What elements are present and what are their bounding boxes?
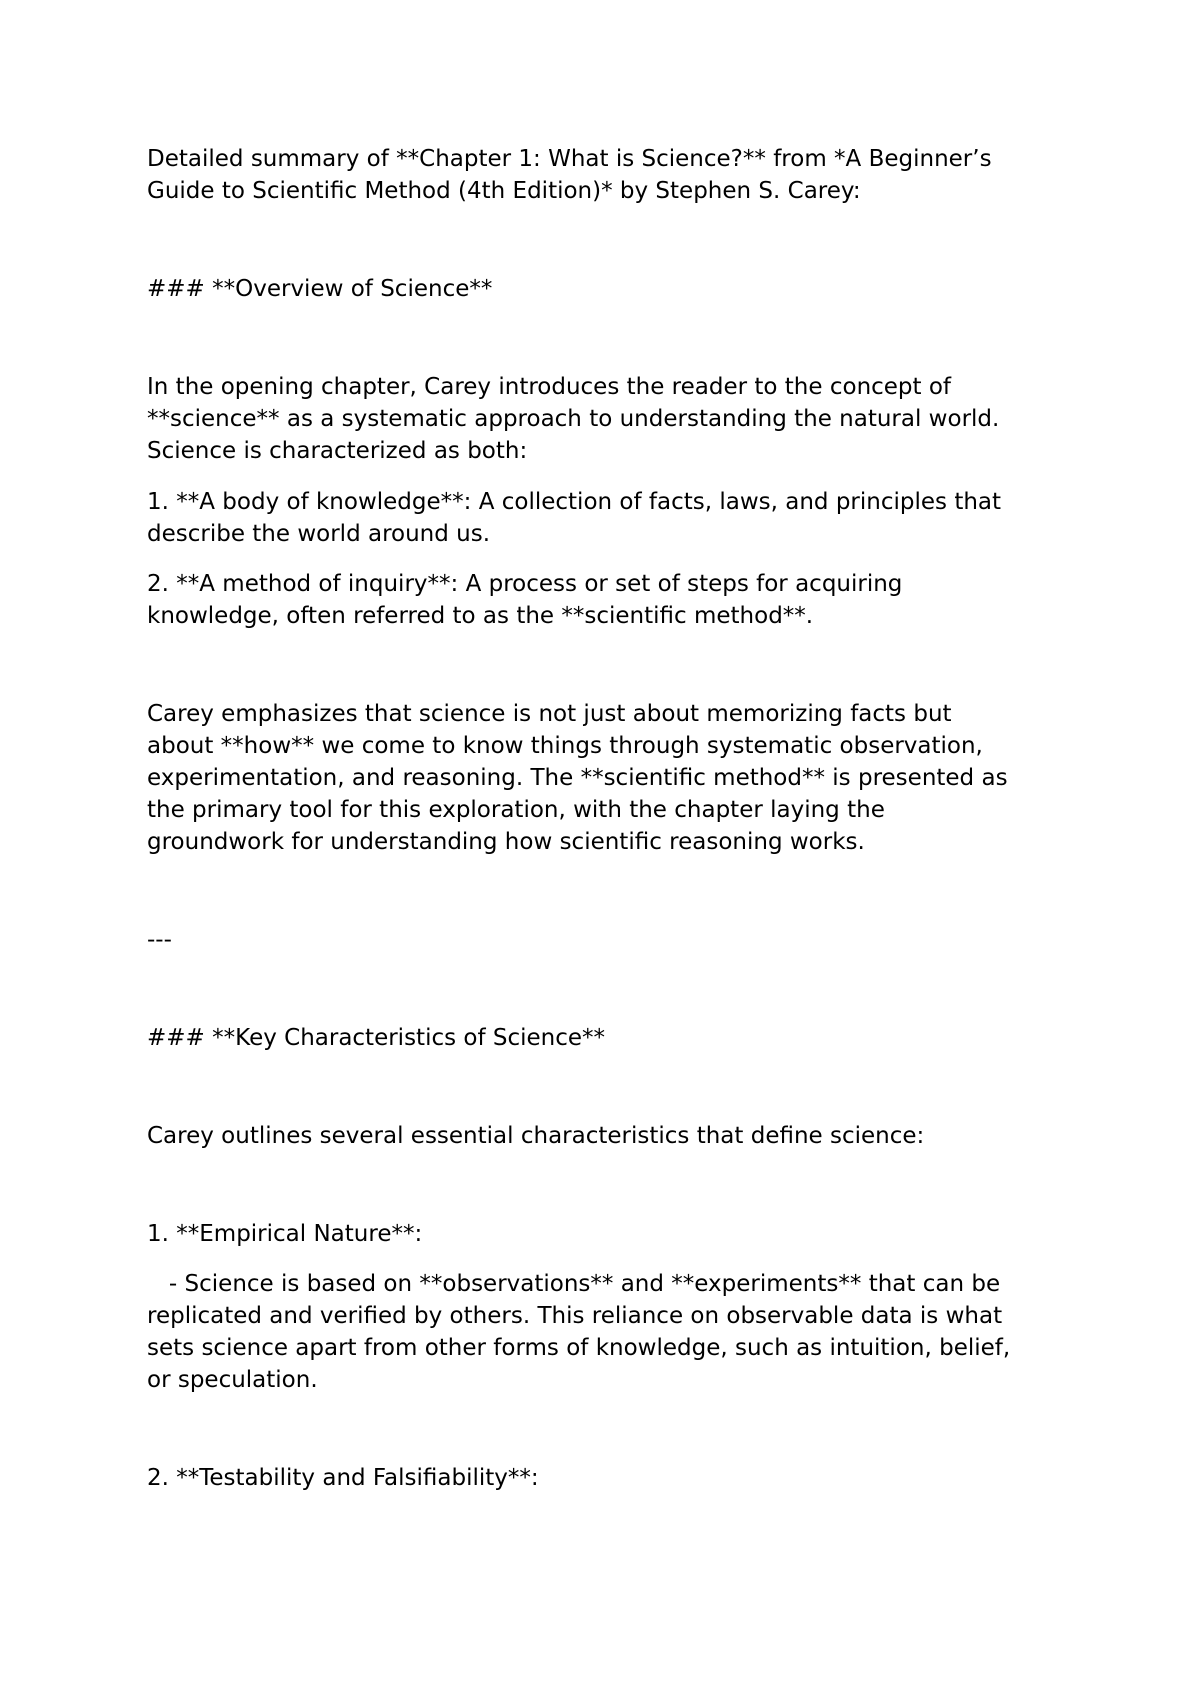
paragraph-line: Science is characterized as both:	[147, 438, 528, 464]
paragraph-line: **science** as a systematic approach to understanding the natural world.	[147, 406, 1000, 432]
intro-line: Guide to Scientific Method (4th Edition)* by Stephen S. Carey:	[147, 178, 861, 204]
paragraph-line: groundwork for understanding how scientific reasoning works.	[147, 829, 865, 855]
paragraph-line: Carey outlines several essential characteristics that define science:	[147, 1123, 925, 1149]
section-heading: ### **Overview of Science**	[147, 276, 493, 302]
list-item-line: sets science apart from other forms of knowledge, such as intuition, belief,	[147, 1335, 1011, 1361]
paragraph-line: about **how** we come to know things through systematic observation,	[147, 733, 983, 759]
list-item-line: 1. **A body of knowledge**: A collection of facts, laws, and principles that	[147, 489, 1002, 515]
horizontal-rule-text: ---	[147, 927, 172, 953]
list-item-line: describe the world around us.	[147, 521, 491, 547]
list-item-line: - Science is based on **observations** and **experiments** that can be	[147, 1271, 1001, 1297]
list-item-line: 2. **Testability and Falsifiability**:	[147, 1465, 539, 1491]
list-item-line: 1. **Empirical Nature**:	[147, 1221, 423, 1247]
paragraph-line: Carey emphasizes that science is not just about memorizing facts but	[147, 701, 952, 727]
paragraph-line: the primary tool for this exploration, with the chapter laying the	[147, 797, 885, 823]
list-item-line: replicated and verified by others. This reliance on observable data is what	[147, 1303, 1003, 1329]
intro-line: Detailed summary of **Chapter 1: What is Science?** from *A Beginner’s	[147, 146, 992, 172]
list-item-line: or speculation.	[147, 1367, 318, 1393]
section-heading: ### **Key Characteristics of Science**	[147, 1025, 606, 1051]
paragraph-line: experimentation, and reasoning. The **scientific method** is presented as	[147, 765, 1008, 791]
list-item-line: 2. **A method of inquiry**: A process or set of steps for acquiring	[147, 571, 903, 597]
paragraph-line: In the opening chapter, Carey introduces the reader to the concept of	[147, 374, 952, 400]
list-item-line: knowledge, often referred to as the **scientific method**.	[147, 603, 814, 629]
